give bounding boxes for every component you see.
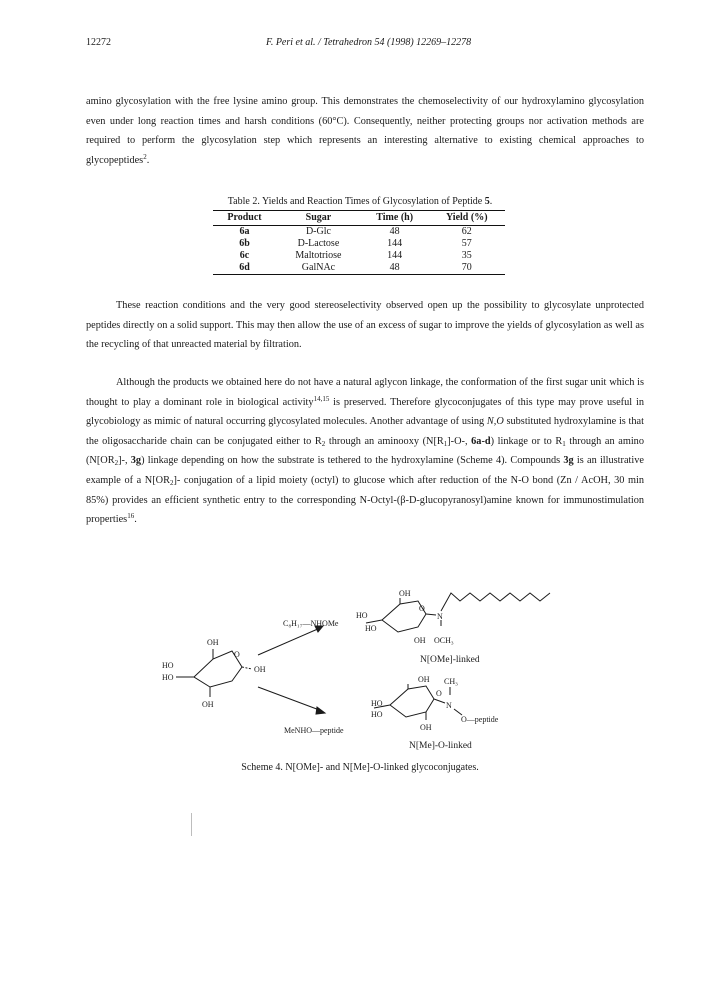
methoxy-label: OCH₃	[434, 636, 454, 645]
glucose-starting-material	[176, 649, 252, 697]
oh-label: OH	[399, 589, 411, 598]
paragraph-solid-support: These reaction conditions and the very good stereoselectivity observed open up the possibility to glycosylate unprotected peptides directly on a solid support. This may then allow the use of an excess of sugar to improve the yields of glycosylation as well as the recycling of that unreacted material by filtration.	[86, 300, 644, 351]
running-title: F. Peri et al. / Tetrahedron 54 (1998) 12269–12278	[266, 37, 472, 48]
paragraph-chemoselectivity	[86, 92, 644, 170]
citation-ref: 2	[143, 152, 147, 161]
text-run: through an amino (N[OR	[86, 435, 644, 467]
ho-label: HO	[356, 611, 368, 620]
ring-oxygen-label: O	[436, 689, 442, 698]
cell-product: 6d	[213, 262, 276, 275]
table-row	[213, 226, 505, 239]
oh-label: OH	[414, 636, 426, 645]
subscript: 1	[562, 439, 566, 448]
oh-label: OH	[418, 675, 430, 684]
header-product: Product	[213, 211, 276, 226]
caption-text: Table 2. Yields and Reaction Times of Glycosylation of Peptide	[227, 196, 485, 207]
text-run: ]-O-,	[447, 435, 472, 447]
n-ome-linked-label: N[OMe]-linked	[420, 655, 480, 665]
subscript: 1	[443, 439, 448, 448]
table-caption	[0, 196, 720, 207]
cell-yield: 62	[461, 226, 472, 237]
cell-yield: 70	[428, 262, 505, 275]
n-ome-linked-product	[366, 593, 550, 632]
italic-run: N,O	[486, 416, 504, 428]
caption-compound: 5	[484, 196, 490, 207]
citation-ref: 16	[127, 512, 135, 521]
oh-label: OH	[207, 638, 219, 647]
table-row	[213, 238, 505, 250]
header-sugar: Sugar	[276, 211, 361, 226]
cell-sugar: Maltotriose	[295, 250, 342, 261]
oh-label: OH	[420, 723, 432, 732]
table-header-row	[213, 211, 505, 226]
scheme-caption: Scheme 4. N[OMe]- and N[Me]-O-linked glycoconjugates.	[241, 762, 479, 773]
subscript: 2	[114, 459, 119, 468]
oh-label: OH	[254, 665, 266, 674]
nitrogen-label: N	[437, 612, 443, 621]
header-yield: Yield (%)	[428, 211, 505, 226]
ho-label: HO	[371, 699, 383, 708]
reagent-octyl-nhome: C₈H₁₇—NHOMe	[283, 619, 339, 628]
text-run: ]- conjugation of a lipid moiety (octyl) to glucose which after reduction of the N-O bond (Zn / AcOH, 30 min 85%) provides an efficient synthetic entry to the corresponding N-Octyl-(β-D-glucopyranosyl)amine known for immunostimulation properties	[86, 474, 644, 526]
table-row	[213, 250, 505, 262]
yields-table	[213, 210, 505, 275]
page-header	[86, 37, 648, 51]
margin-mark	[191, 813, 192, 836]
text-run: ) linkage depending on how the substrate is tethered to the hydroxylamine (Scheme 4). Compounds	[141, 455, 564, 467]
oh-label: OH	[202, 700, 214, 709]
paragraph-aglycon	[86, 373, 644, 530]
o-peptide-label: O—peptide	[461, 715, 499, 724]
sentence-end: .	[134, 514, 137, 526]
ring-oxygen-label: O	[234, 650, 240, 659]
text-run: substituted hydroxylamine is that the oligosaccharide chain can be conjugated either to R	[86, 416, 644, 447]
compound-ref: 3g	[130, 455, 142, 467]
nitrogen-label: N	[446, 701, 452, 710]
text-run: is preserved. Therefore glycoconjugates of this type may prove useful in glycobiology as mimic of natural occurring glycosylated molecules. Another advantage of using	[86, 396, 644, 428]
compound-ref: 6a-d	[471, 435, 491, 447]
ho-label: HO	[162, 661, 174, 670]
ho-label: HO	[371, 710, 383, 719]
text-run: ]-,	[118, 455, 131, 467]
header-time: Time (h)	[361, 211, 429, 226]
table-row	[213, 262, 505, 275]
sentence-end: .	[146, 154, 150, 166]
caption-end: .	[489, 196, 493, 207]
text-run: Although the products we obtained here do not have a natural aglycon linkage, the conformation of the first sugar unit which is thought to play a dominant role in biological activity	[86, 377, 644, 408]
text-run: through an aminooxy (N[R	[325, 435, 444, 447]
n-me-o-linked-label: N[Me]-O-linked	[409, 741, 472, 751]
ho-label: HO	[162, 673, 174, 682]
cell-product: 6a	[239, 226, 250, 237]
cell-yield: 57	[461, 238, 472, 249]
text-run: ) linkage or to R	[490, 435, 563, 447]
cell-sugar: D-Lactose	[297, 238, 340, 249]
ring-oxygen-label: O	[419, 604, 425, 613]
scheme-4-diagram	[0, 585, 720, 757]
methyl-label: CH₃	[444, 677, 458, 686]
compound-ref: 3g	[563, 455, 574, 467]
cell-time: 48	[389, 226, 400, 237]
text-run: is an illustrative example of a N[OR	[86, 455, 644, 486]
cell-time: 144	[387, 250, 403, 261]
cell-sugar: D-Glc	[305, 226, 331, 237]
cell-product: 6b	[239, 238, 250, 249]
paragraph-text: amino glycosylation with the free lysine amino group. This demonstrates the chemoselectivity of our hydroxylamino glycosylation even under long reaction times and harsh conditions (60°C). Consequently, neither protecting groups nor activation methods are required to perform the glycosylation step which represents an interesting alternative to existing chemical approaches to glycopeptides	[86, 96, 644, 166]
subscript: 2	[169, 478, 174, 487]
page-number: 12272	[86, 37, 111, 48]
reagent-menho-peptide: MeNHO—peptide	[284, 726, 344, 735]
reaction-arrows	[258, 626, 325, 714]
cell-time: 144	[387, 238, 403, 249]
cell-time: 48	[361, 262, 429, 275]
subscript: 2	[321, 439, 326, 448]
ho-label: HO	[365, 624, 377, 633]
cell-yield: 35	[461, 250, 472, 261]
citation-ref: 14,15	[313, 394, 330, 403]
cell-sugar: GalNAc	[276, 262, 361, 275]
cell-product: 6c	[239, 250, 250, 261]
